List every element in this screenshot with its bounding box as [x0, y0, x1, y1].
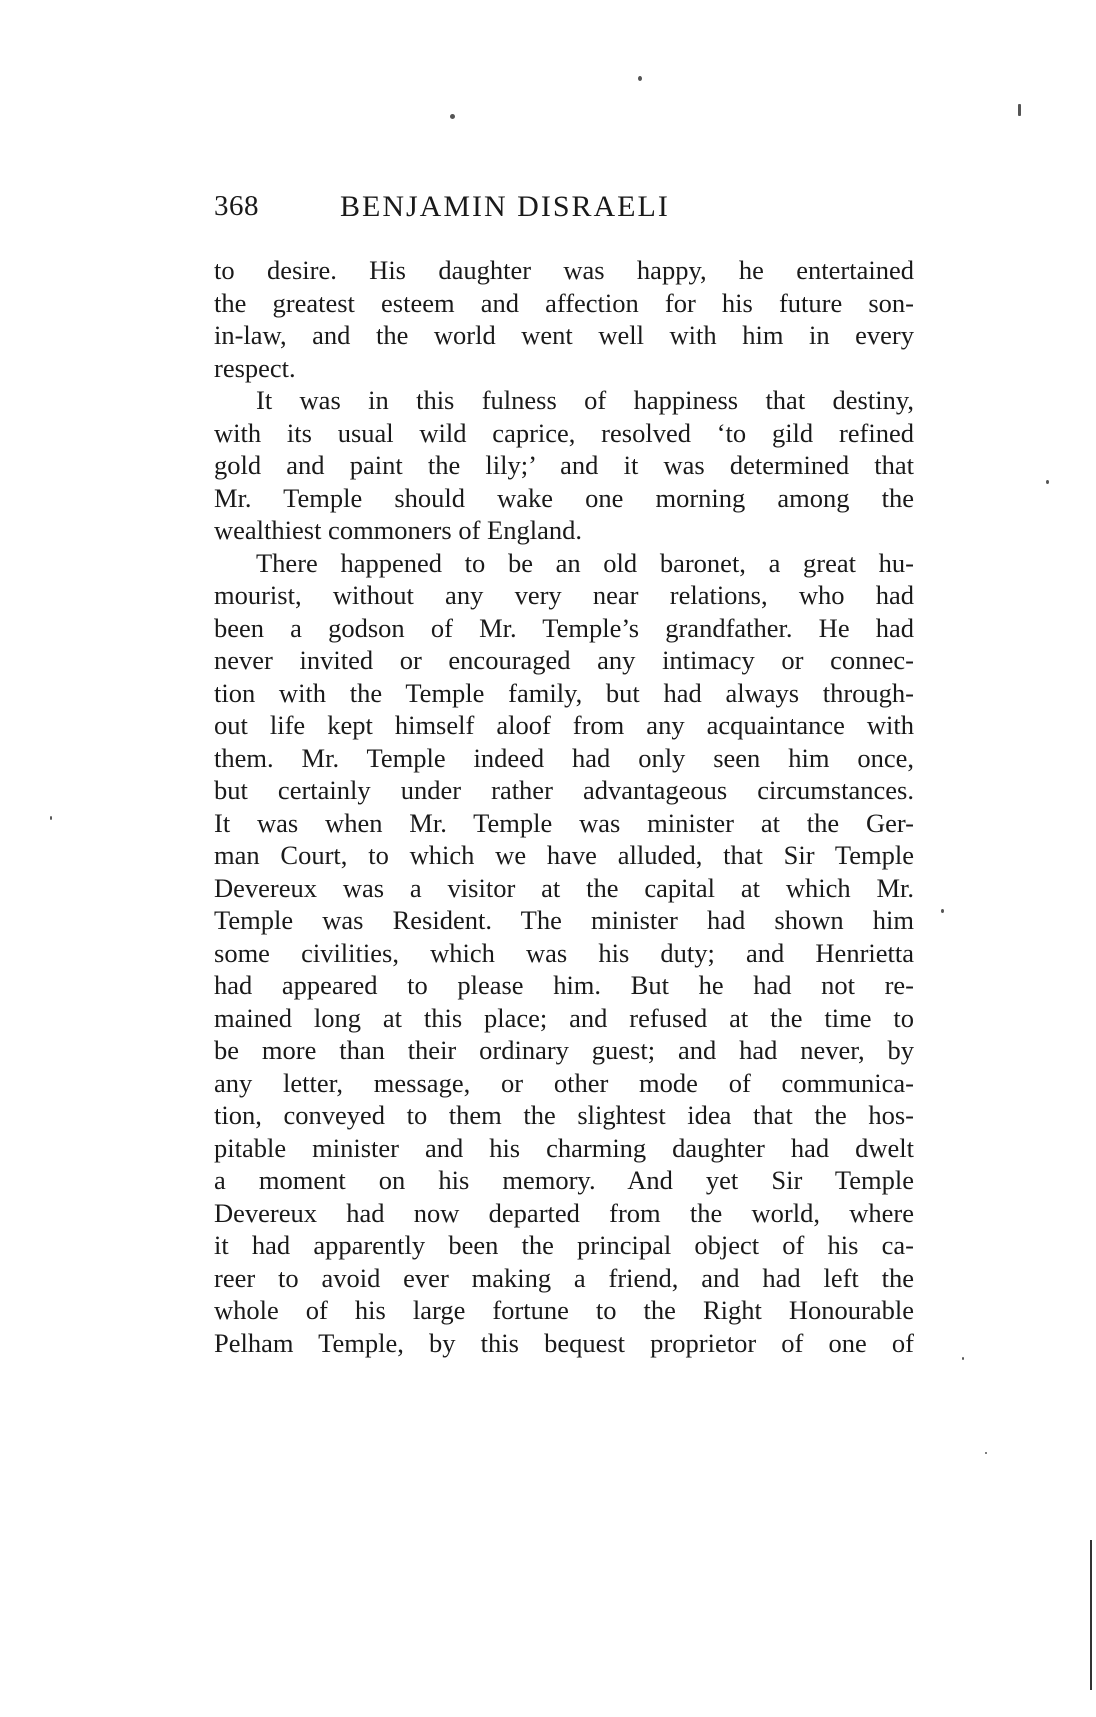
text-line: in-law, and the world went well with him in every — [214, 320, 914, 350]
text-line: Devereux had now departed from the world, where — [214, 1197, 914, 1228]
text-line: mourist, without any very near relations, who had — [214, 580, 914, 610]
text-line: out life kept himself aloof from any acquaintance with — [214, 710, 914, 740]
text-line: never invited or encouraged any intimacy or connec- — [214, 645, 914, 675]
text-line: Devereux was a visitor at the capital at which Mr. — [214, 872, 914, 903]
text-line: be more than their ordinary guest; and had never, by — [214, 1035, 914, 1065]
body-text — [214, 254, 914, 1359]
scan-speck — [50, 816, 52, 820]
text-line: wealthiest commoners of England. — [214, 515, 582, 545]
text-line: mained long at this place; and refused at the time to — [214, 1002, 914, 1033]
text-line: it had apparently been the principal object of his ca- — [214, 1230, 914, 1260]
text-line: any letter, message, or other mode of communica- — [214, 1067, 914, 1098]
text-line: them. Mr. Temple indeed had only seen him once, — [214, 742, 914, 773]
scan-speck — [450, 114, 455, 119]
scan-edge-line — [1090, 1540, 1092, 1690]
text-line: but certainly under rather advantageous circumstances. — [214, 775, 914, 805]
running-title: BENJAMIN DISRAELI — [340, 190, 670, 223]
text-line: gold and paint the lily;’ and it was determined that — [214, 450, 914, 480]
text-line: whole of his large fortune to the Right Honourable — [214, 1295, 914, 1325]
page-header — [214, 190, 924, 236]
text-line: Pelham Temple, by this bequest proprietor of one of — [214, 1327, 914, 1358]
text-line: pitable minister and his charming daughter had dwelt — [214, 1132, 914, 1163]
text-line: tion, conveyed to them the slightest idea that the hos- — [214, 1100, 914, 1130]
text-line: reer to avoid ever making a friend, and had left the — [214, 1262, 914, 1293]
text-line: been a godson of Mr. Temple’s grandfather. He had — [214, 612, 914, 643]
text-line: Mr. Temple should wake one morning among the — [214, 482, 914, 513]
scan-speck — [1046, 480, 1049, 484]
scan-speck — [962, 1357, 964, 1360]
text-line: the greatest esteem and affection for his future son- — [214, 287, 914, 318]
text-line: a moment on his memory. And yet Sir Temple — [214, 1165, 914, 1195]
text-line: It was in this fulness of happiness that destiny, — [256, 385, 914, 415]
text-line: man Court, to which we have alluded, that Sir Temple — [214, 840, 914, 870]
page-number: 368 — [214, 190, 259, 222]
text-line: respect. — [214, 352, 296, 383]
text-line: There happened to be an old baronet, a great hu- — [256, 547, 914, 578]
text-line: Temple was Resident. The minister had shown him — [214, 905, 914, 935]
text-line: with its usual wild caprice, resolved ‘to gild refined — [214, 417, 914, 448]
scan-speck — [1018, 104, 1021, 116]
text-line: tion with the Temple family, but had always through- — [214, 677, 914, 708]
scan-speck — [638, 76, 642, 81]
scan-speck — [985, 1452, 987, 1454]
text-line: some civilities, which was his duty; and Henrietta — [214, 937, 914, 968]
text-line: had appeared to please him. But he had not re- — [214, 970, 914, 1000]
text-line: It was when Mr. Temple was minister at the Ger- — [214, 807, 914, 838]
text-line: to desire. His daughter was happy, he entertained — [214, 255, 914, 285]
scan-speck — [941, 909, 944, 913]
